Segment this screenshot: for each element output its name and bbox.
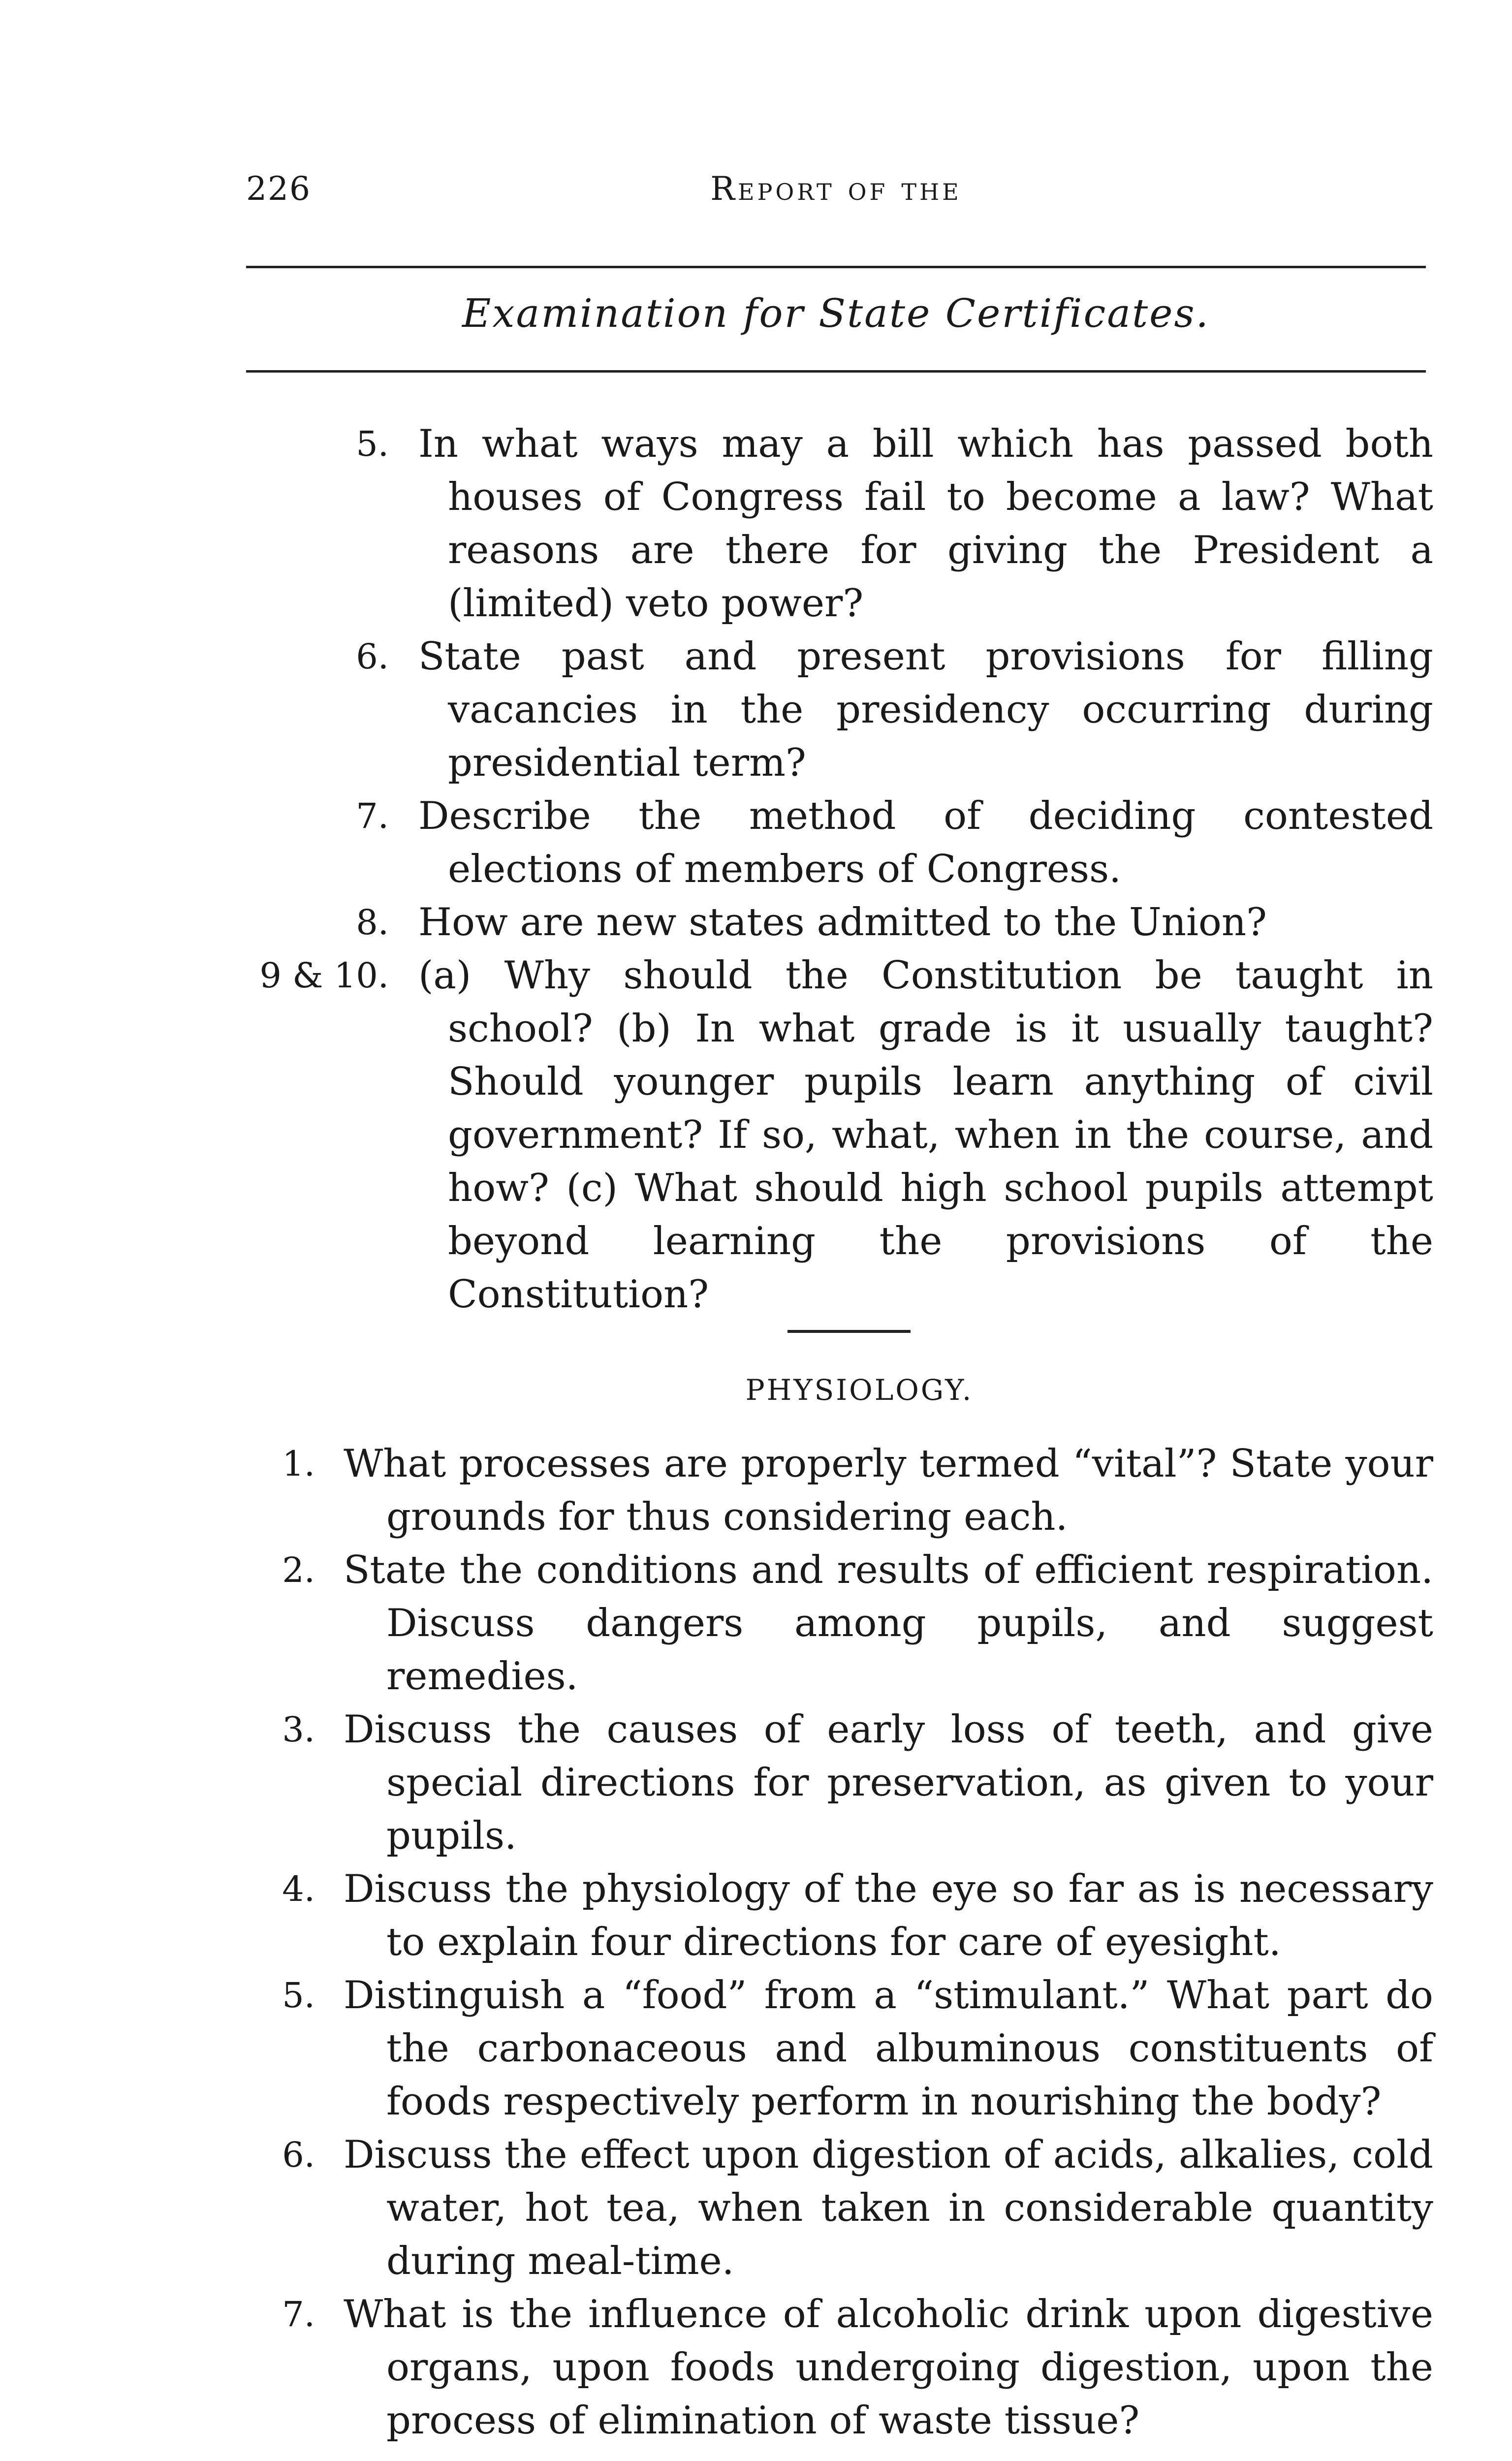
question-number: 7. <box>282 2294 315 2335</box>
question-text: Discuss the physiology of the eye so far as is necessary to explain four directions for care of eyesight. <box>344 1867 1433 1964</box>
question-text: (a) Why should the Constitution be taught in school? (b) In what grade is it usually taught? Should younger pupils learn anything of civil government? If so, what, when in the course, and how? (c) What should high school pupils attempt beyond learning the provisions of the Constitution? <box>418 953 1433 1317</box>
question-item <box>236 2288 1433 2447</box>
question-number: 5. <box>282 1975 315 2016</box>
question-number: 8. <box>356 902 389 943</box>
running-head: Report of the <box>710 170 962 208</box>
civics-question-list <box>236 417 1433 1321</box>
question-number: 9 & 10. <box>259 955 389 996</box>
question-number: 5. <box>356 424 389 464</box>
question-text: In what ways may a bill which has passed both houses of Congress fail to become a law? What reasons are there for giving the President a (limited) veto power? <box>418 422 1433 626</box>
question-item <box>236 1969 1433 2128</box>
question-number: 6. <box>282 2135 315 2175</box>
question-text: Discuss the effect upon digestion of acids, alkalies, cold water, hot tea, when taken in considerable quantity during meal-time. <box>344 2133 1433 2283</box>
question-item <box>236 630 1433 789</box>
question-text: Distinguish a “food” from a “stimulant.” What part do the carbonaceous and albuminous constituents of foods respectively perform in nourishing the body? <box>344 1973 1433 2124</box>
header-rule-top <box>246 266 1426 268</box>
question-text: How are new states admitted to the Union? <box>418 900 1267 945</box>
question-item <box>236 417 1433 630</box>
question-number: 2. <box>282 1550 315 1590</box>
question-item <box>236 1862 1433 1969</box>
question-item <box>236 1703 1433 1862</box>
question-number: 1. <box>282 1444 315 1484</box>
question-item <box>236 1544 1433 1703</box>
question-text: What processes are properly termed “vital”? State your grounds for thus considering each. <box>344 1442 1433 1539</box>
question-text: State the conditions and results of efficient respiration. Discuss dangers among pupils, and suggest remedies. <box>344 1548 1433 1699</box>
page-number: 226 <box>246 170 311 208</box>
physiology-heading: PHYSIOLOGY. <box>745 1373 974 1407</box>
question-item <box>236 896 1433 949</box>
question-text: Describe the method of deciding contested elections of members of Congress. <box>418 794 1433 891</box>
section-divider <box>788 1330 911 1333</box>
question-item <box>236 789 1433 896</box>
page-header <box>246 165 1426 219</box>
question-number: 7. <box>356 796 389 836</box>
question-number: 6. <box>356 636 389 677</box>
question-number: 4. <box>282 1869 315 1909</box>
question-item <box>236 1437 1433 1544</box>
section-title: Examination for State Certificates. <box>462 290 1210 336</box>
question-text: State past and present provisions for filling vacancies in the presidency occurring during presidential term? <box>418 634 1433 785</box>
question-item <box>236 949 1433 1321</box>
question-text: What is the influence of alcoholic drink upon digestive organs, upon foods undergoing digestion, upon the process of elimination of waste tissue? <box>344 2292 1433 2443</box>
question-item <box>236 2128 1433 2288</box>
question-number: 3. <box>282 1709 315 1750</box>
header-rule-bottom <box>246 370 1426 373</box>
physiology-question-list <box>236 1437 1433 2447</box>
question-text: Discuss the causes of early loss of teeth, and give special directions for preservation, as given to your pupils. <box>344 1707 1433 1858</box>
